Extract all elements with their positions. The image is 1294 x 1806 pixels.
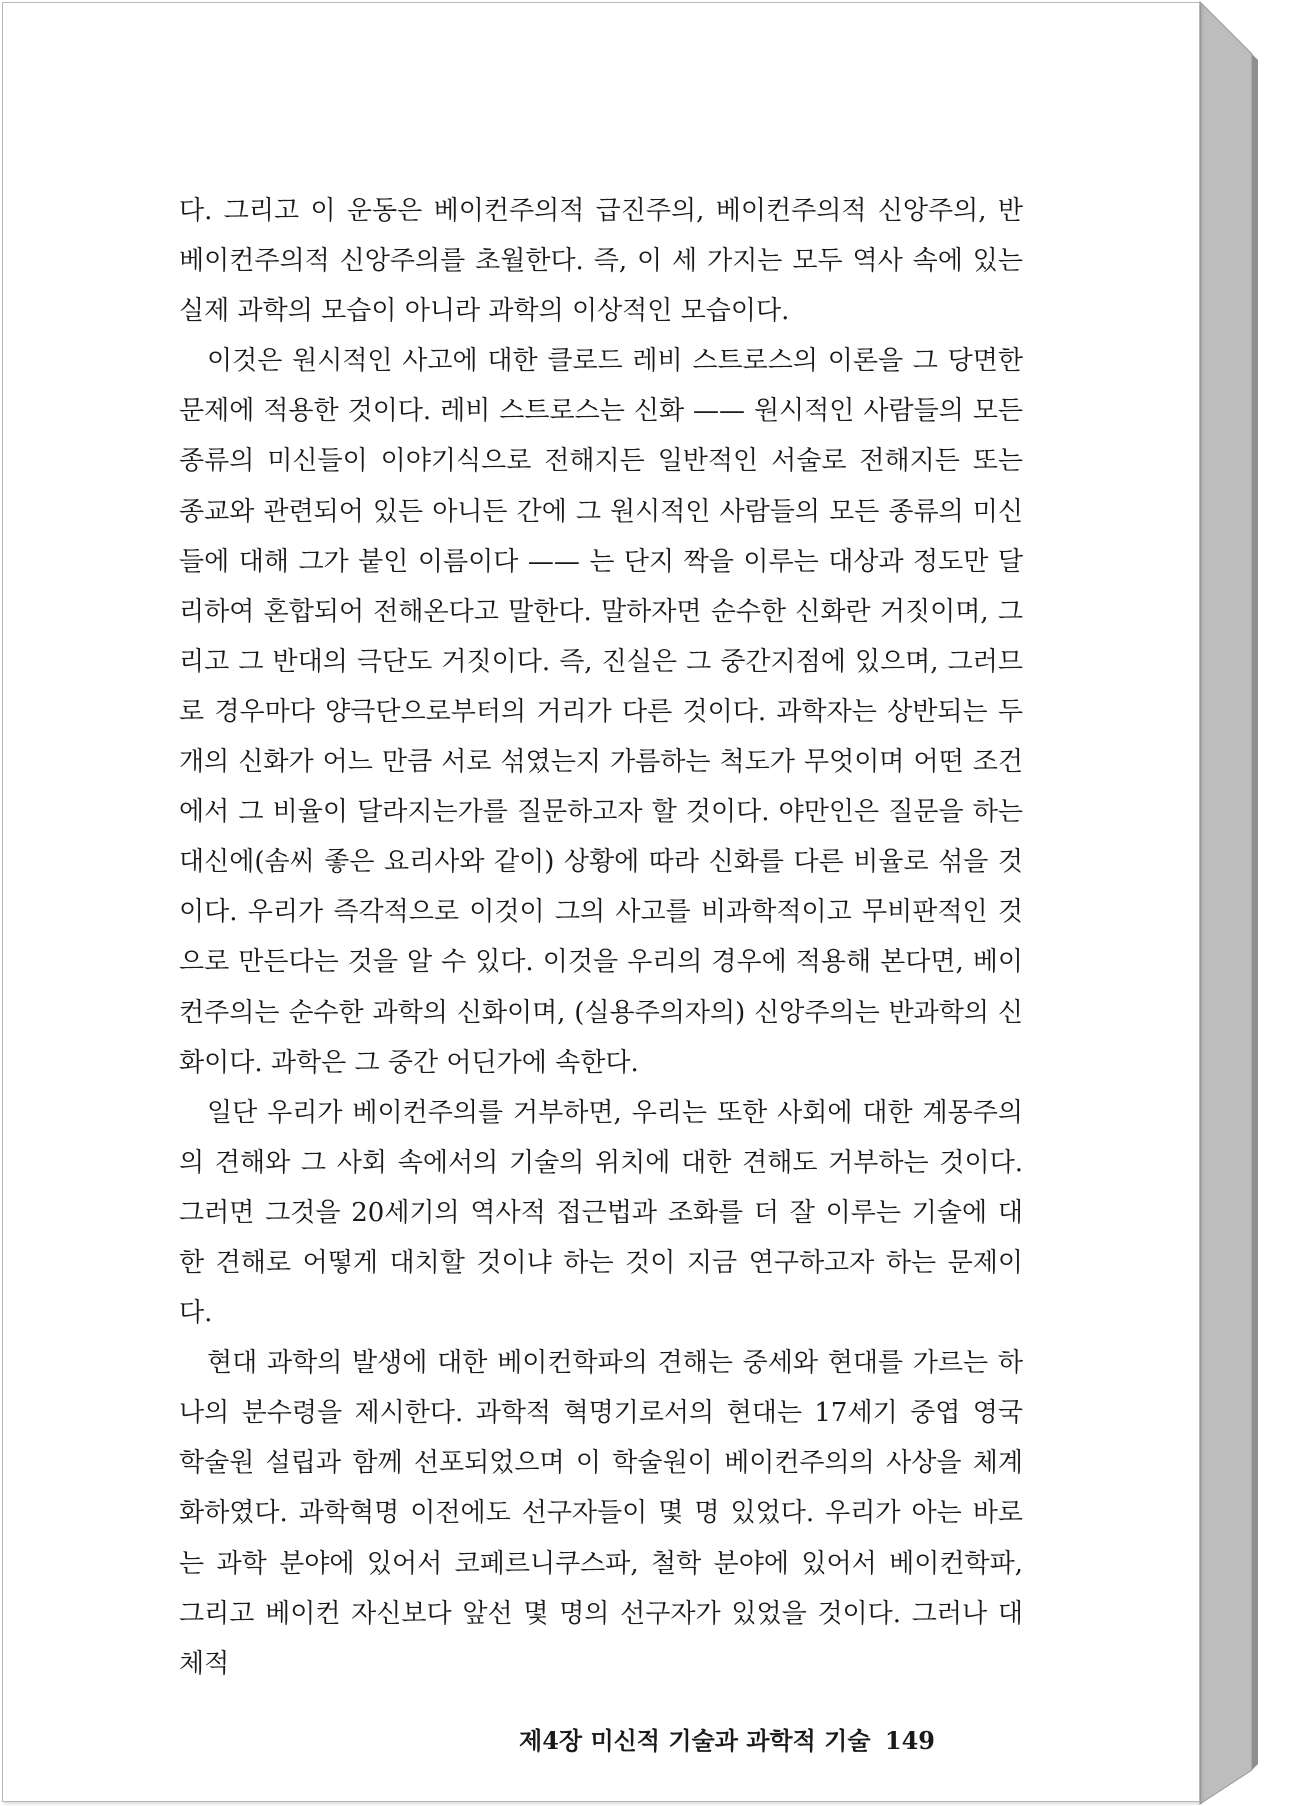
body-text — [179, 186, 1023, 1689]
page-number: 149 — [884, 1726, 935, 1755]
paragraph-4: 현대 과학의 발생에 대한 베이컨학파의 견해는 중세와 현대를 가르는 하나의 분수령을 제시한다. 과학적 혁명기로서의 현대는 17세기 중엽 영국 학술원 설립과 함께 선포되었으며 이 학술원이 베이컨주의의 사상을 체계화하였다. 과학혁명 이전에도 선구자들이 몇 명 있었다. 우리가 아는 바로는 과학 분야에 있어서 코페르니쿠스파, 철학 분야에 있어서 베이컨학파, 그리고 베이컨 자신보다 앞선 몇 명의 선구자가 있었을 것이다. 그러나 대체적 — [179, 1348, 1023, 1679]
paragraph-2: 이것은 원시적인 사고에 대한 클로드 레비 스트로스의 이론을 그 당면한 문제에 적용한 것이다. 레비 스트로스는 신화 —— 원시적인 사람들의 모든 종류의 미신들이 이야기식으로 전해지든 일반적인 서술로 전해지든 또는 종교와 관련되어 있든 아니든 간에 그 원시적인 사람들의 모든 종류의 미신들에 대해 그가 붙인 이름이다 —— 는 단지 짝을 이루는 대상과 정도만 달리하여 혼합되어 전해온다고 말한다. 말하자면 순수한 신화란 거짓이며, 그리고 그 반대의 극단도 거짓이다. 즉, 진실은 그 중간지점에 있으며, 그러므로 경우마다 양극단으로부터의 거리가 다른 것이다. 과학자는 상반되는 두 개의 신화가 어느 만큼 서로 섞였는지 가름하는 척도가 무엇이며 어떤 조건에서 그 비율이 달라지는가를 질문하고자 할 것이다. 야만인은 질문을 하는 대신에(솜씨 좋은 요리사와 같이) 상황에 따라 신화를 다른 비율로 섞을 것이다. 우리가 즉각적으로 이것이 그의 사고를 비과학적이고 무비판적인 것으로 만든다는 것을 알 수 있다. 이것을 우리의 경우에 적용해 본다면, 베이컨주의는 순수한 과학의 신화이며, (실용주의자의) 신앙주의는 반과학의 신화이다. 과학은 그 중간 어딘가에 속한다. — [179, 346, 1023, 1078]
paragraph-1: 다. 그리고 이 운동은 베이컨주의적 급진주의, 베이컨주의적 신앙주의, 반베이컨주의적 신앙주의를 초월한다. 즉, 이 세 가지는 모두 역사 속에 있는 실제 과학의 모습이 아니라 과학의 이상적인 모습이다. — [179, 196, 1023, 327]
running-footer — [519, 1721, 935, 1756]
chapter-title: 제4장 미신적 기술과 과학적 기술 — [519, 1726, 871, 1755]
page — [2, 2, 1200, 1802]
paragraph-3: 일단 우리가 베이컨주의를 거부하면, 우리는 또한 사회에 대한 계몽주의의 견해와 그 사회 속에서의 기술의 위치에 대한 견해도 거부하는 것이다. 그러면 그것을 20세기의 역사적 접근법과 조화를 더 잘 이루는 기술에 대한 견해로 어떻게 대치할 것이냐 하는 것이 지금 연구하고자 하는 문제이다. — [179, 1097, 1023, 1329]
